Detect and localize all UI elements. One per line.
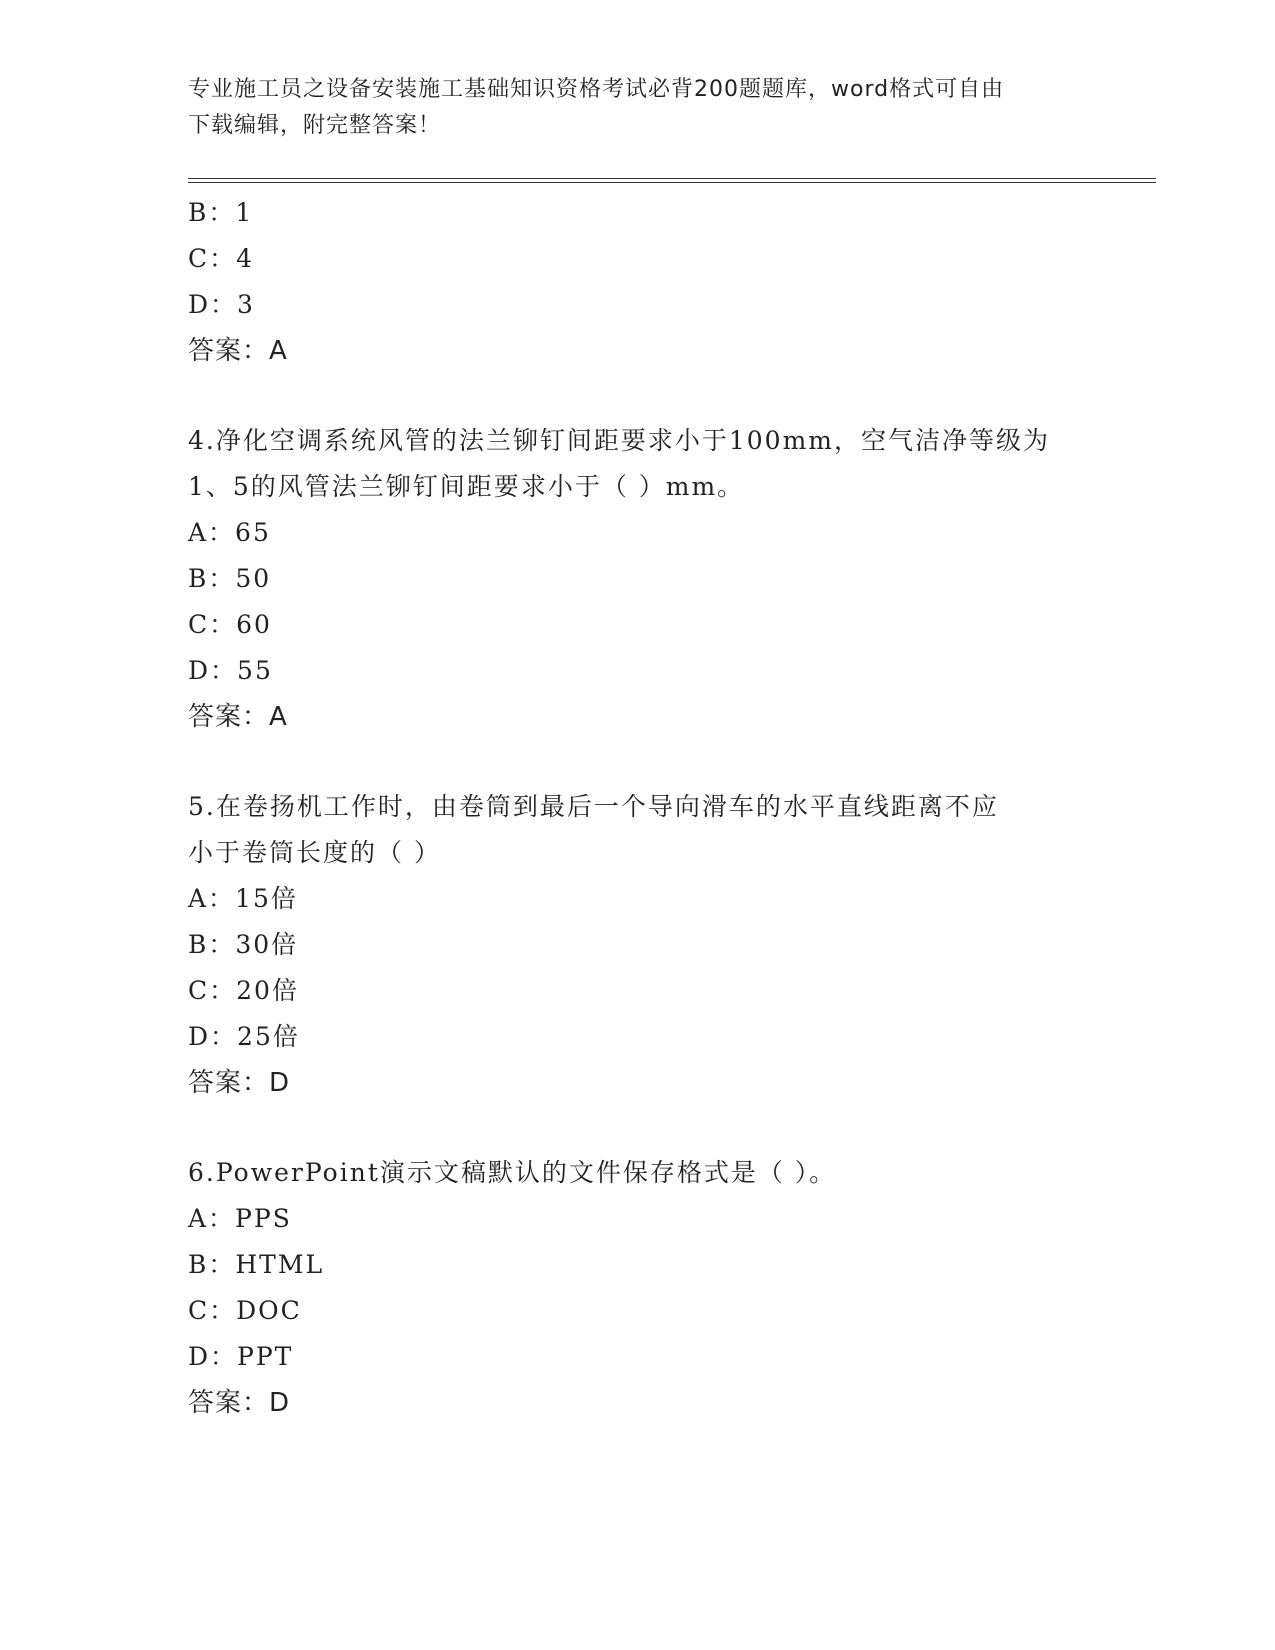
question-list [188, 190, 1108, 1426]
header-divider-top [188, 178, 1156, 179]
option-d: D：3 [188, 290, 255, 319]
question-6 [188, 1150, 1108, 1426]
answer: 答案：A [188, 702, 288, 732]
question-text-line-2: 小于卷筒长度的（ ） [188, 838, 441, 867]
option-c: C：DOC [188, 1296, 302, 1325]
question-3-tail [188, 190, 1108, 374]
question-5 [188, 784, 1108, 1106]
option-b: B：1 [188, 198, 254, 227]
option-d: D：55 [188, 656, 273, 685]
option-c: C：20倍 [188, 976, 299, 1005]
question-text-line-1: 4.净化空调系统风管的法兰铆钉间距要求小于100mm，空气洁净等级为 [188, 426, 1050, 455]
option-b: B：HTML [188, 1250, 325, 1279]
answer: 答案：A [188, 336, 288, 366]
header-line-2: 下载编辑，附完整答案！ [188, 113, 442, 138]
question-text-line-1: 5.在卷扬机工作时，由卷筒到最后一个导向滑车的水平直线距离不应 [188, 792, 999, 821]
header-line-1: 专业施工员之设备安装施工基础知识资格考试必背200题题库，word格式可自由 [188, 77, 1005, 102]
question-text-line-2: 1、5的风管法兰铆钉间距要求小于（ ）mm。 [188, 472, 745, 501]
question-4 [188, 418, 1108, 740]
option-b: B：50 [188, 564, 272, 593]
option-c: C：4 [188, 244, 255, 273]
answer: 答案：D [188, 1388, 291, 1418]
option-b: B：30倍 [188, 930, 299, 959]
option-a: A：15倍 [188, 884, 298, 913]
option-c: C：60 [188, 610, 272, 639]
option-a: A：PPS [188, 1204, 292, 1233]
option-d: D：PPT [188, 1342, 294, 1371]
option-d: D：25倍 [188, 1022, 300, 1051]
document-header [188, 72, 1088, 144]
option-a: A：65 [188, 518, 271, 547]
answer: 答案：D [188, 1068, 291, 1098]
question-text-line-1: 6.PowerPoint演示文稿默认的文件保存格式是（ ）。 [188, 1158, 837, 1187]
header-divider-bottom [188, 182, 1156, 183]
